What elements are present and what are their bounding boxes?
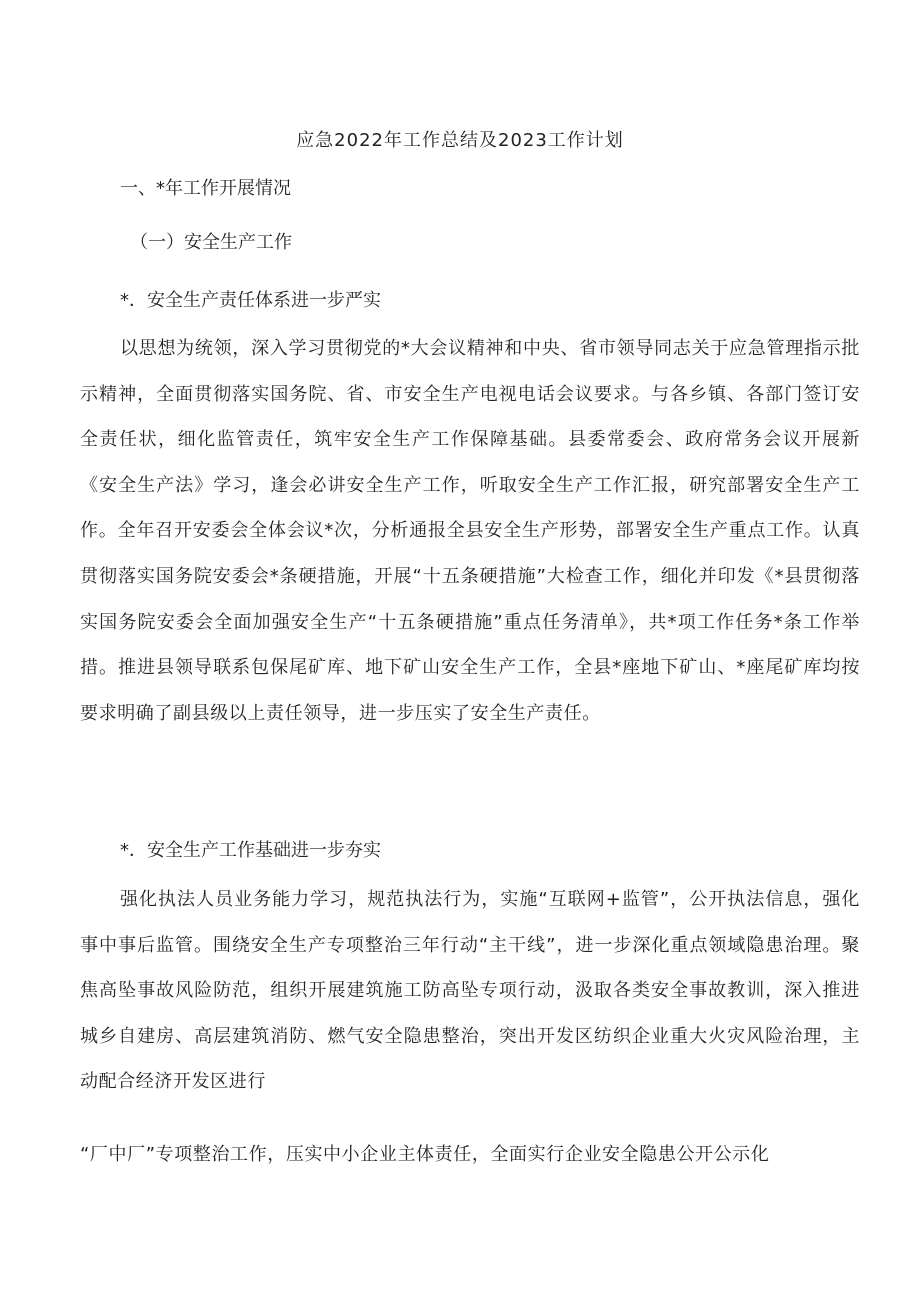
paragraph-continuation: “厂中厂”专项整治工作，压实中小企业主体责任，全面实行企业安全隐患公开公示化 bbox=[80, 1144, 770, 1165]
item-heading-foundation: *．安全生产工作基础进一步夯实 bbox=[120, 840, 381, 861]
section-heading: 一、*年工作开展情况 bbox=[120, 178, 291, 199]
document-title: 应急2022年工作总结及2023工作计划 bbox=[296, 130, 624, 151]
item-heading-responsibility: *．安全生产责任体系进一步严实 bbox=[120, 290, 381, 311]
paragraph-foundation: 强化执法人员业务能力学习，规范执法行为，实施“互联网+监管”，公开执法信息，强化事中事后监管。围绕安全生产专项整治三年行动“主干线”，进一步深化重点领域隐患治理。聚焦高坠事故风险防范，组织开展建筑施工防高坠专项行动，汲取各类安全事故教训，深入推进城乡自建房、高层建筑消防、燃气安全隐患整治，突出开发区纺织企业重大火灾风险治理，主动配合经济开发区进行 bbox=[80, 889, 860, 1093]
paragraph-responsibility: 以思想为统领，深入学习贯彻党的*大会议精神和中央、省市领导同志关于应急管理指示批示精神，全面贯彻落实国务院、省、市安全生产电视电话会议要求。与各乡镇、各部门签订安全责任状，细化监管责任，筑牢安全生产工作保障基础。县委常委会、政府常务会议开展新《安全生产法》学习，逢会必讲安全生产工作，听取安全生产工作汇报，研究部署安全生产工作。全年召开安委会全体会议*次，分析通报全县安全生产形势，部署安全生产重点工作。认真贯彻落实国务院安委会*条硬措施，开展“十五条硬措施”大检查工作，细化并印发《*县贯彻落实国务院安委会全面加强安全生产“十五条硬措施”重点任务清单》，共*项工作任务*条工作举措。推进县领导联系包保尾矿库、地下矿山安全生产工作，全县*座地下矿山、*座尾矿库均按要求明确了副县级以上责任领导，进一步压实了安全生产责任。 bbox=[80, 338, 860, 724]
subsection-heading: （一）安全生产工作 bbox=[130, 232, 292, 253]
